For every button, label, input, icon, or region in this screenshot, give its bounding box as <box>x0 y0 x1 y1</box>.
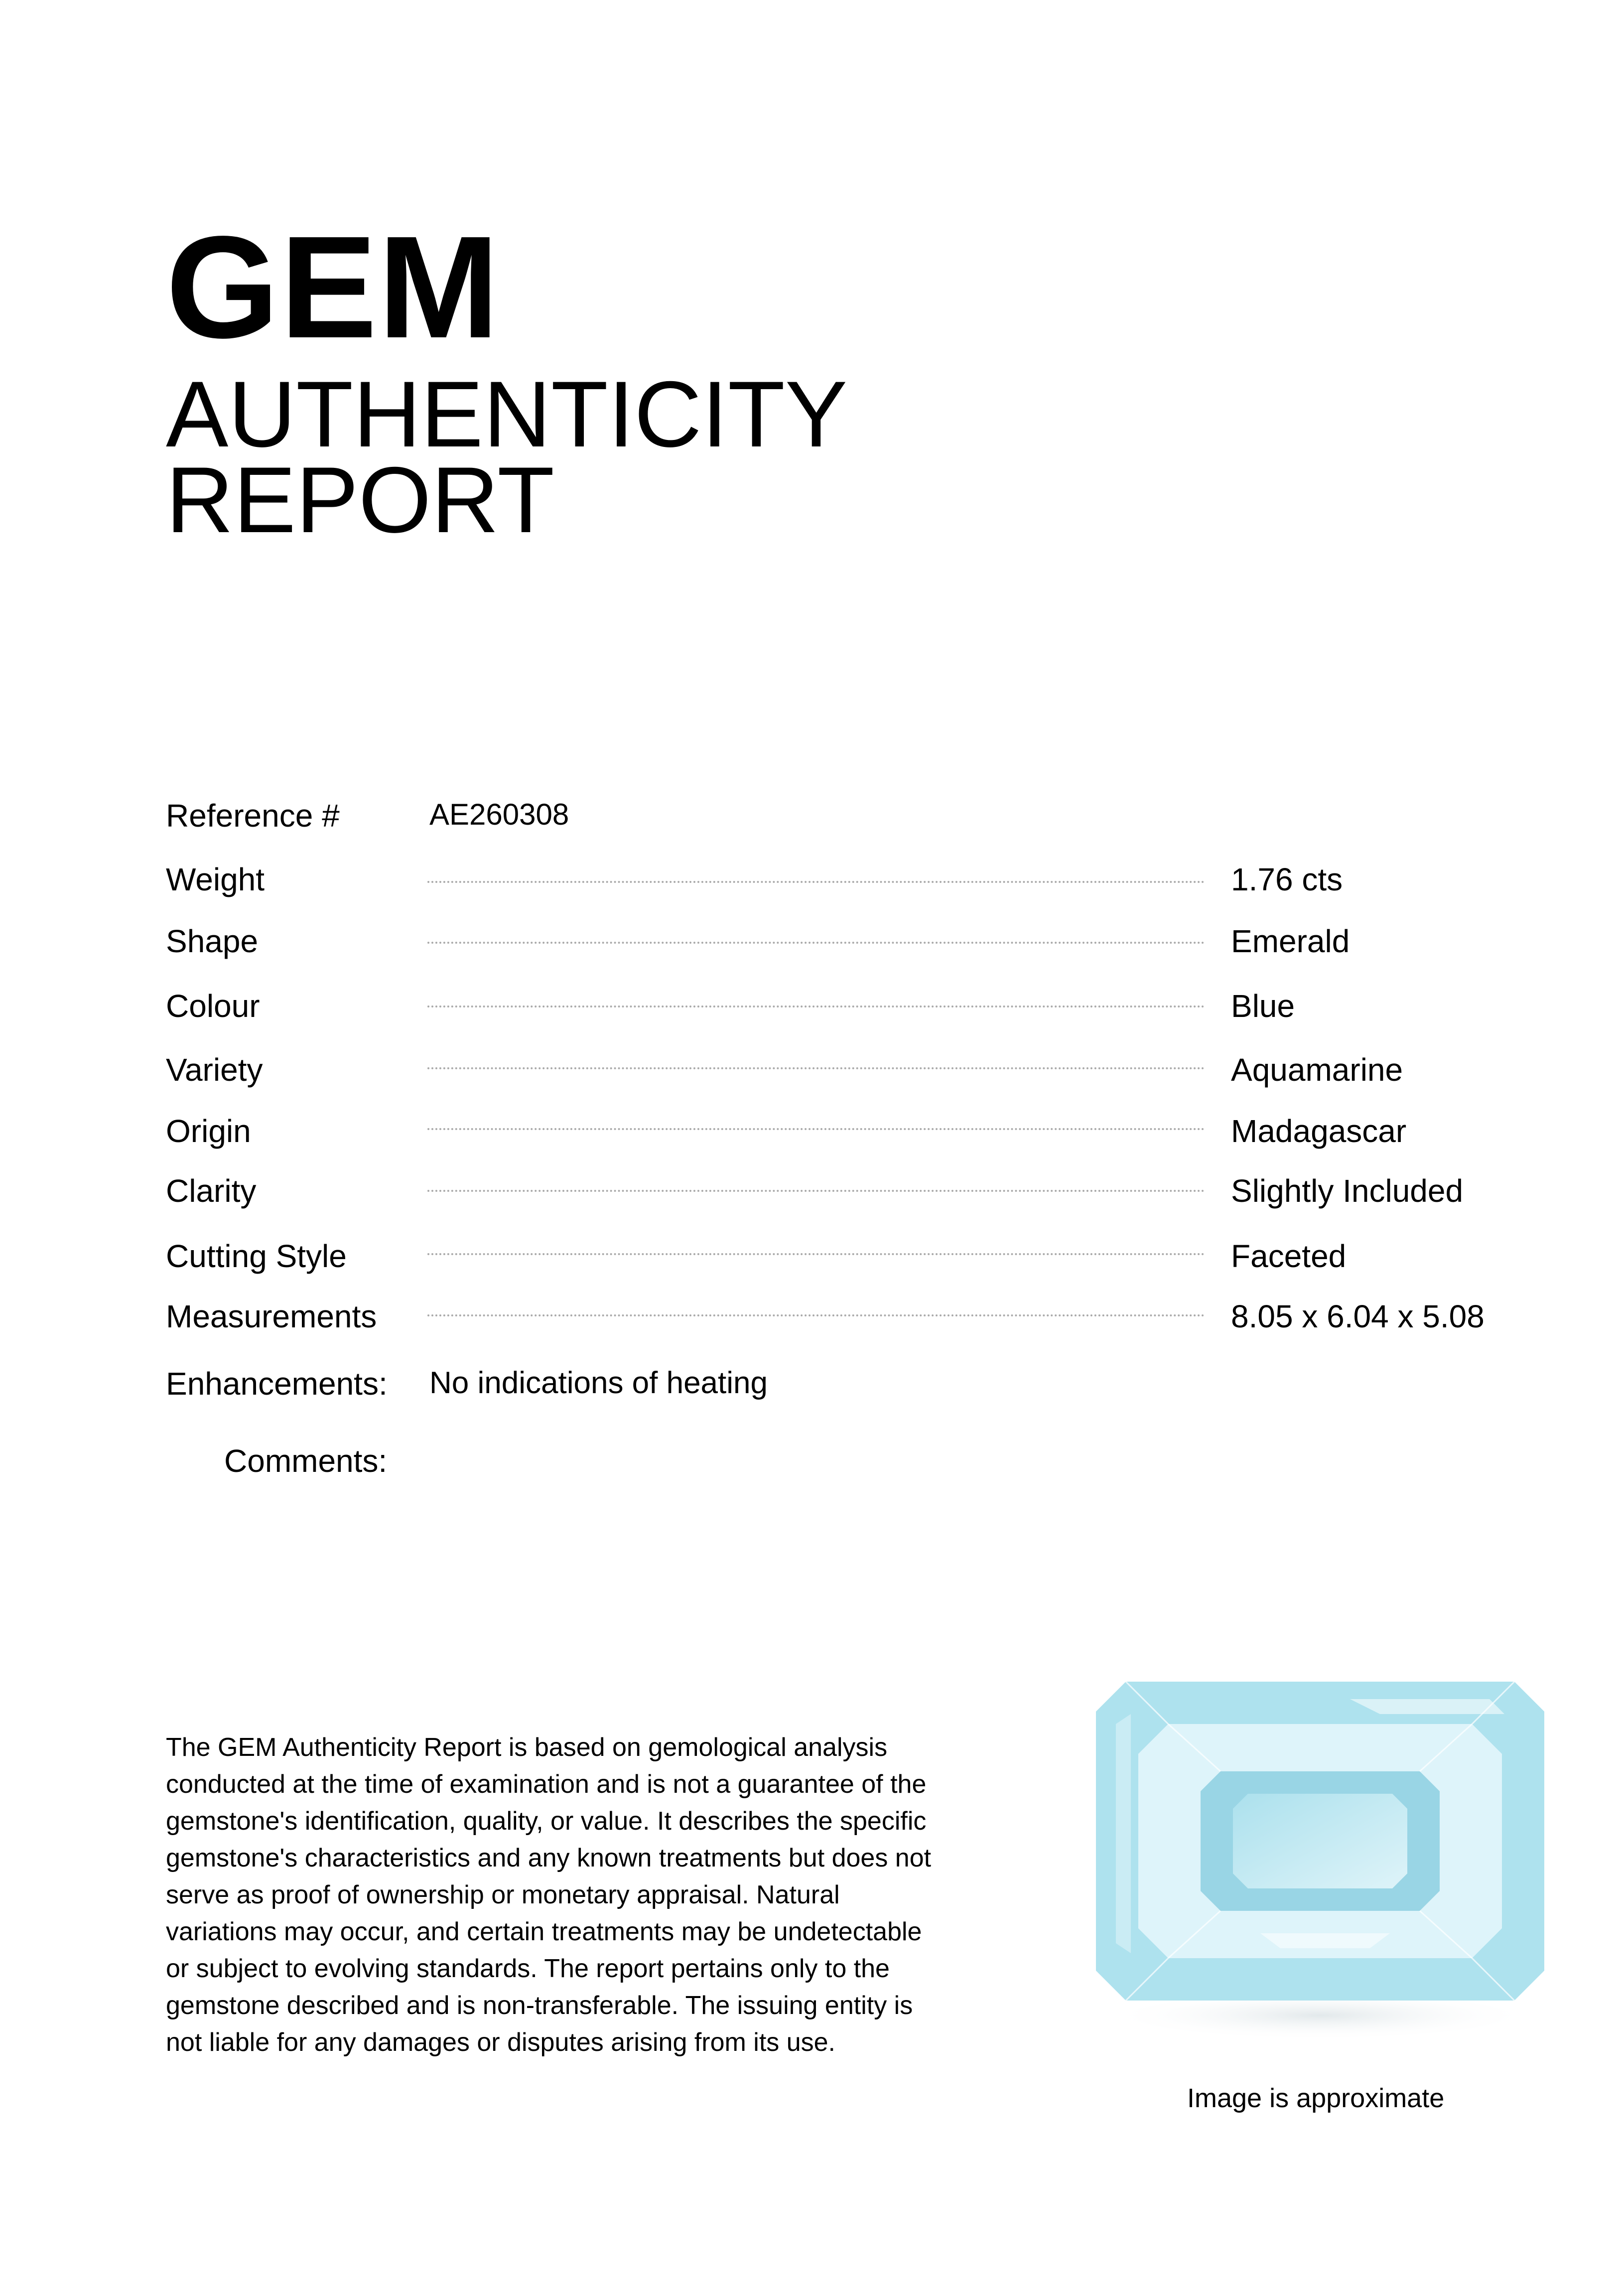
reference-value: AE260308 <box>429 798 569 831</box>
detail-label: Clarity <box>166 1173 257 1209</box>
report-subtitle <box>166 362 848 552</box>
enhancements-value: No indications of heating <box>429 1366 768 1400</box>
dotted-leader <box>427 1005 1205 1007</box>
disclaimer-line: not liable for any damages or disputes arising from its use. <box>166 2028 836 2057</box>
dotted-leader <box>427 1128 1205 1130</box>
report-subtitle-line-1: AUTHENTICITY <box>166 362 848 466</box>
detail-label: Cutting Style <box>166 1238 347 1274</box>
detail-label: Measurements <box>166 1298 377 1334</box>
report-title: GEM <box>166 206 501 368</box>
disclaimer-text <box>166 1729 1023 2061</box>
detail-label: Weight <box>166 861 265 897</box>
disclaimer-line: variations may occur, and certain treatments may be undetectable <box>166 1917 922 1946</box>
detail-value: Aquamarine <box>1231 1052 1403 1088</box>
enhancements-label: Enhancements: <box>166 1366 388 1402</box>
detail-value: 1.76 cts <box>1231 861 1343 897</box>
detail-value: Faceted <box>1231 1238 1347 1274</box>
detail-label: Variety <box>166 1052 263 1088</box>
dotted-leader <box>427 942 1205 944</box>
disclaimer-line: conducted at the time of examination and is not a guarantee of the <box>166 1770 927 1799</box>
detail-value: Slightly Included <box>1231 1173 1464 1209</box>
detail-label: Origin <box>166 1113 251 1149</box>
dotted-leader <box>427 1190 1205 1192</box>
comments-label: Comments: <box>224 1443 388 1479</box>
disclaimer-line: gemstone's identification, quality, or value. It describes the specific <box>166 1807 927 1836</box>
detail-value: Blue <box>1231 988 1295 1024</box>
disclaimer-line: serve as proof of ownership or monetary appraisal. Natural <box>166 1880 840 1909</box>
disclaimer-line: The GEM Authenticity Report is based on gemological analysis <box>166 1733 888 1762</box>
detail-value: 8.05 x 6.04 x 5.08 <box>1231 1298 1485 1334</box>
dotted-leader <box>427 1314 1205 1316</box>
dotted-leader <box>427 1253 1205 1255</box>
detail-label: Shape <box>166 923 259 959</box>
disclaimer-line: or subject to evolving standards. The report pertains only to the <box>166 1954 890 1983</box>
detail-value: Emerald <box>1231 923 1350 959</box>
disclaimer-line: gemstone's characteristics and any known treatments but does not <box>166 1844 932 1872</box>
image-caption: Image is approximate <box>1187 2083 1445 2113</box>
detail-label: Colour <box>166 988 260 1024</box>
disclaimer-line: gemstone described and is non-transferable. The issuing entity is <box>166 1991 913 2020</box>
gemstone-image <box>1071 1644 1569 2048</box>
report-subtitle-line-2: REPORT <box>166 447 554 552</box>
reference-label: Reference # <box>166 798 340 834</box>
dotted-leader <box>427 1067 1205 1069</box>
dotted-leader <box>427 881 1205 883</box>
detail-value: Madagascar <box>1231 1113 1407 1149</box>
